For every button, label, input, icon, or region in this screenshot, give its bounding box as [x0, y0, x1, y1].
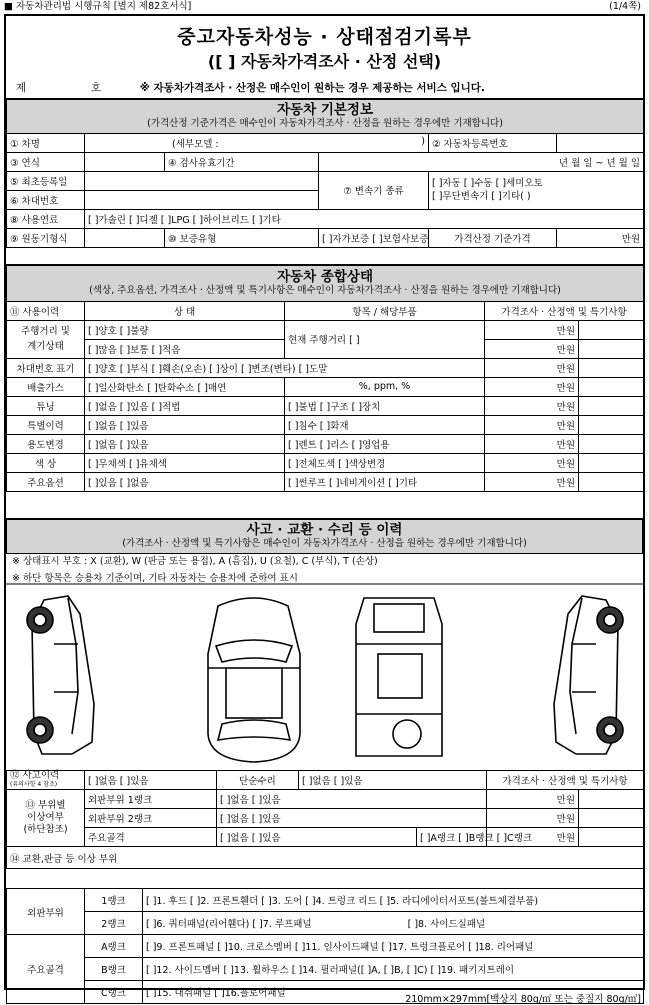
frame-rank-c-parts[interactable]: [ ]15. 대쉬패널 [ ]16.플로어패널: [143, 981, 644, 1004]
page-indicator: (1/4쪽): [609, 1, 641, 12]
outer-rank2-label: 외판부위 2랭크: [85, 809, 217, 828]
detail-model-close: ): [421, 135, 425, 147]
form-title: 중고자동차성능 · 상태점검기록부: [177, 26, 472, 48]
mileage-note-2[interactable]: [579, 339, 644, 358]
general-status-subnote: (색상, 주요옵션, 가격조사 · 산정액 및 특기사항은 매수인이 자동차가격조사 · 산정을 원하는 경우에만 기재합니다): [89, 285, 561, 297]
current-mileage-field[interactable]: 현재 주행거리 [ ]: [285, 320, 485, 358]
status-code-note: ※ 상태표시 부호 : X (교환), W (판금 또는 용접), A (흠집), U (요철), C (부식), T (손상): [12, 556, 378, 567]
paper-spec-footer: 210mm×297mm[백상지 80g/㎡ 또는 중질지 80g/㎡]: [405, 994, 641, 1005]
vin-marking-label: 차대번호 표기: [7, 358, 85, 377]
item-part-header: 항목 / 해당부품: [285, 301, 485, 320]
car-name-field[interactable]: [85, 133, 429, 152]
top-view-drawing: [208, 598, 300, 762]
special-history-note[interactable]: [579, 415, 644, 434]
frame-rank-b-parts[interactable]: [ ]12. 사이드멤버 [ ]13. 휠하우스 [ ]14. 필러패널([ ]A, [ ]B, [ ]C) [ ]19. 패키지트레이: [143, 958, 644, 981]
frame-rank-c-label: C랭크: [85, 981, 143, 1004]
vin-label: ⑥ 차대번호: [7, 190, 85, 209]
base-price-label: 가격산정 기준가격: [429, 228, 557, 247]
usage-change-options[interactable]: [ ]없음 [ ]있음: [85, 434, 285, 453]
service-note: ※ 자동차가격조사 · 산정은 매수인이 원하는 경우 제공하는 서비스 입니다.: [139, 82, 485, 94]
outer-rank1-price[interactable]: 만원: [487, 790, 579, 809]
color-label: 색 상: [7, 453, 85, 472]
accident-history-table: [6, 770, 644, 869]
mileage-amount-options[interactable]: [ ]많음 [ ]보통 [ ]적음: [85, 339, 285, 358]
outer-rank2-price[interactable]: 만원: [487, 809, 579, 828]
record-no-suffix: 호: [90, 82, 101, 94]
warranty-type-options[interactable]: [ ]자가보증 [ ]보험사보증: [319, 228, 429, 247]
usage-change-note[interactable]: [579, 434, 644, 453]
model-year-label: ③ 연식: [7, 152, 85, 171]
outer-rank1-parts[interactable]: [ ]1. 후드 [ ]2. 프론트휀더 [ ]3. 도어 [ ]4. 트렁크 리드 [ ]5. 라디에이터서포트(볼트체결부품): [143, 889, 644, 912]
special-history-price[interactable]: 만원: [485, 415, 579, 434]
left-side-view-drawing: [27, 596, 94, 754]
color-note[interactable]: [579, 453, 644, 472]
fuel-options[interactable]: [ ]가솔린 [ ]디젤 [ ]LPG [ ]하이브리드 [ ]기타: [85, 209, 644, 228]
outer-rank2-parts-b: [ ]8. 사이드실패널: [407, 919, 486, 930]
vin-marking-note[interactable]: [579, 358, 644, 377]
record-no-prefix: 제: [16, 82, 27, 94]
main-frame-price[interactable]: 만원: [487, 828, 579, 847]
warranty-type-label: ⑩ 보증유형: [165, 228, 319, 247]
vin-field[interactable]: [85, 190, 319, 209]
transmission-options-line2: [ ]무단변속기 [ ]기타( ): [432, 191, 531, 202]
outer-rank2-parts[interactable]: [143, 912, 644, 935]
engine-type-field[interactable]: [85, 228, 165, 247]
options-presence[interactable]: [ ]있음 [ ]없음: [85, 472, 285, 491]
accident-history-label: ⑫ 사고이력 (유의사항 4 참조): [7, 771, 85, 790]
options-detail[interactable]: [ ]썬루프 [ ]네비게이션 [ ]기타: [285, 472, 485, 491]
fuel-label: ⑧ 사용연료: [7, 209, 85, 228]
form-header: [0, 0, 649, 14]
first-registration-label: ⑤ 최초등록일: [7, 171, 85, 190]
emission-options[interactable]: [ ]일산화탄소 [ ]탄화수소 [ ]매연: [85, 377, 285, 396]
frame-view-drawing: [356, 598, 442, 756]
outer-rank1-note[interactable]: [579, 790, 644, 809]
accident-header-table: [6, 518, 643, 554]
outer-rank2-options[interactable]: [ ]없음 [ ]있음: [217, 809, 487, 828]
model-year-field[interactable]: [85, 152, 165, 171]
tuning-note[interactable]: [579, 396, 644, 415]
main-frame-label: 주요골격: [85, 828, 217, 847]
registration-number-label: ② 자동차등록번호: [429, 133, 557, 152]
vin-marking-price[interactable]: 만원: [485, 358, 579, 377]
main-frame-note[interactable]: [579, 828, 644, 847]
basic-info-table: [6, 98, 644, 248]
special-history-detail[interactable]: [ ]침수 [ ]화재: [285, 415, 485, 434]
status-header: 상 태: [85, 301, 285, 320]
form-frame: [4, 14, 645, 999]
mileage-label: 주행거리 및 계기상태: [7, 320, 85, 358]
general-status-table: [6, 264, 644, 492]
tuning-detail-options[interactable]: [ ]불법 [ ]구조 [ ]장치: [285, 396, 485, 415]
usage-change-label: 용도변경: [7, 434, 85, 453]
special-history-label: 특별이력: [7, 415, 85, 434]
mileage-price-2[interactable]: 만원: [485, 339, 579, 358]
accident-section-header: [7, 519, 643, 553]
vin-marking-options[interactable]: [ ]양호 [ ]부식 [ ]훼손(오손) [ ]상이 [ ]변조(변타) [ ]도말: [85, 358, 485, 377]
record-number-line: [16, 80, 485, 95]
main-frame-options[interactable]: [ ]없음 [ ]있음: [217, 828, 417, 847]
abnormal-parts-table: [6, 888, 644, 1004]
registration-number-field[interactable]: [557, 133, 644, 152]
accident-history-options[interactable]: [ ]없음 [ ]있음: [85, 771, 217, 790]
right-side-view-drawing: [554, 596, 623, 754]
vehicle-type-note: ※ 하단 항목은 승용차 기준이며, 기타 자동차는 승용차에 준하여 표시: [12, 573, 298, 584]
general-status-section-header: [7, 265, 644, 301]
mileage-condition-options[interactable]: [ ]양호 [ ]불량: [85, 320, 285, 339]
tuning-options[interactable]: [ ]없음 [ ]있음 [ ]적법: [85, 396, 285, 415]
frame-parts-label: 주요골격: [7, 935, 85, 1004]
simple-repair-label: 단순수리: [217, 771, 299, 790]
form-law-reference: ■ 자동차관리법 시행규칙 [별지 제82호서식]: [4, 1, 192, 12]
basic-info-section-header: [7, 99, 644, 133]
outer-parts-label: 외판부위: [7, 889, 85, 935]
options-note[interactable]: [579, 472, 644, 491]
emission-price[interactable]: 만원: [485, 377, 579, 396]
tuning-price[interactable]: 만원: [485, 396, 579, 415]
engine-type-label: ⑨ 원동기형식: [7, 228, 85, 247]
options-label: 주요옵션: [7, 472, 85, 491]
detail-model-label: (세부모델 :: [172, 138, 219, 150]
frame-rank-a-label: A랭크: [85, 935, 143, 958]
part-abnormality-label: ⑬ 부위별 이상여부 (하단참조): [7, 790, 85, 847]
abnormal-part-header: ⑭ 교환,판금 등 이상 부위: [7, 847, 644, 869]
accident-subnote: (가격조사 · 산정액 및 특기사항은 매수인이 자동차가격조사 · 산정을 원하는 경우에만 기재합니다): [122, 538, 527, 550]
special-history-options[interactable]: [ ]없음 [ ]있음: [85, 415, 285, 434]
car-damage-diagram: [6, 584, 643, 768]
frame-rank-a-parts[interactable]: [ ]9. 프론트패널 [ ]10. 크로스멤버 [ ]11. 인사이드패널 [ ]17. 트렁크플로어 [ ]18. 리어패널: [143, 935, 644, 958]
inspection-validity-field[interactable]: 년 월 일 ~ 년 월 일: [319, 152, 644, 171]
simple-repair-options[interactable]: [ ]없음 [ ]있음: [299, 771, 487, 790]
usage-history-header: ⑪ 사용이력: [7, 301, 85, 320]
outer-rank2-note[interactable]: [579, 809, 644, 828]
color-options[interactable]: [ ]무채색 [ ]유채색: [85, 453, 285, 472]
emission-values[interactable]: %, ppm, %: [285, 377, 485, 396]
transmission-options-line1: [ ]자동 [ ]수동 [ ]세미오토: [432, 178, 543, 189]
transmission-options[interactable]: [429, 171, 644, 209]
car-name-label: ① 차명: [7, 133, 85, 152]
form-subtitle: ([ ] 자동차가격조사 · 산정 선택): [207, 52, 442, 71]
outer-rank2-parts-a: [ ]6. 쿼터패널(리어휀다) [ ]7. 루프패널: [146, 919, 312, 930]
color-detail[interactable]: [ ]전체도색 [ ]색상변경: [285, 453, 485, 472]
first-registration-field[interactable]: [85, 171, 319, 190]
main-frame-rank-options[interactable]: [ ]A랭크 [ ]B랭크 [ ]C랭크: [417, 828, 487, 847]
outer-rank1-row-label: 1랭크: [85, 889, 143, 912]
accident-price-header: 가격조사 · 산정액 및 특기사항: [487, 771, 644, 790]
basic-info-subnote: (가격산정 기준가격은 매수인이 자동차가격조사 · 산정을 원하는 경우에만 기재합니다): [147, 118, 503, 130]
usage-change-price[interactable]: 만원: [485, 434, 579, 453]
tuning-label: 튜닝: [7, 396, 85, 415]
accident-title: 사고 · 교환 · 수리 등 이력: [246, 522, 403, 539]
options-price[interactable]: 만원: [485, 472, 579, 491]
mileage-note-1[interactable]: [579, 320, 644, 339]
mileage-price-1[interactable]: 만원: [485, 320, 579, 339]
outer-rank1-label: 외판부위 1랭크: [85, 790, 217, 809]
frame-rank-b-label: B랭크: [85, 958, 143, 981]
outer-rank1-options[interactable]: [ ]없음 [ ]있음: [217, 790, 487, 809]
general-status-title: 자동차 종합상태: [277, 269, 374, 286]
inspection-validity-label: ④ 검사유효기간: [165, 152, 319, 171]
base-price-field[interactable]: 만원: [557, 228, 644, 247]
usage-change-detail[interactable]: [ ]렌트 [ ]리스 [ ]영업용: [285, 434, 485, 453]
emission-note[interactable]: [579, 377, 644, 396]
transmission-label: ⑦ 변속기 종류: [319, 171, 429, 209]
outer-rank2-row-label: 2랭크: [85, 912, 143, 935]
emission-label: 배출가스: [7, 377, 85, 396]
price-note-header: 가격조사 · 산정액 및 특기사항: [485, 301, 644, 320]
color-price[interactable]: 만원: [485, 453, 579, 472]
basic-info-title: 자동차 기본정보: [277, 102, 374, 119]
